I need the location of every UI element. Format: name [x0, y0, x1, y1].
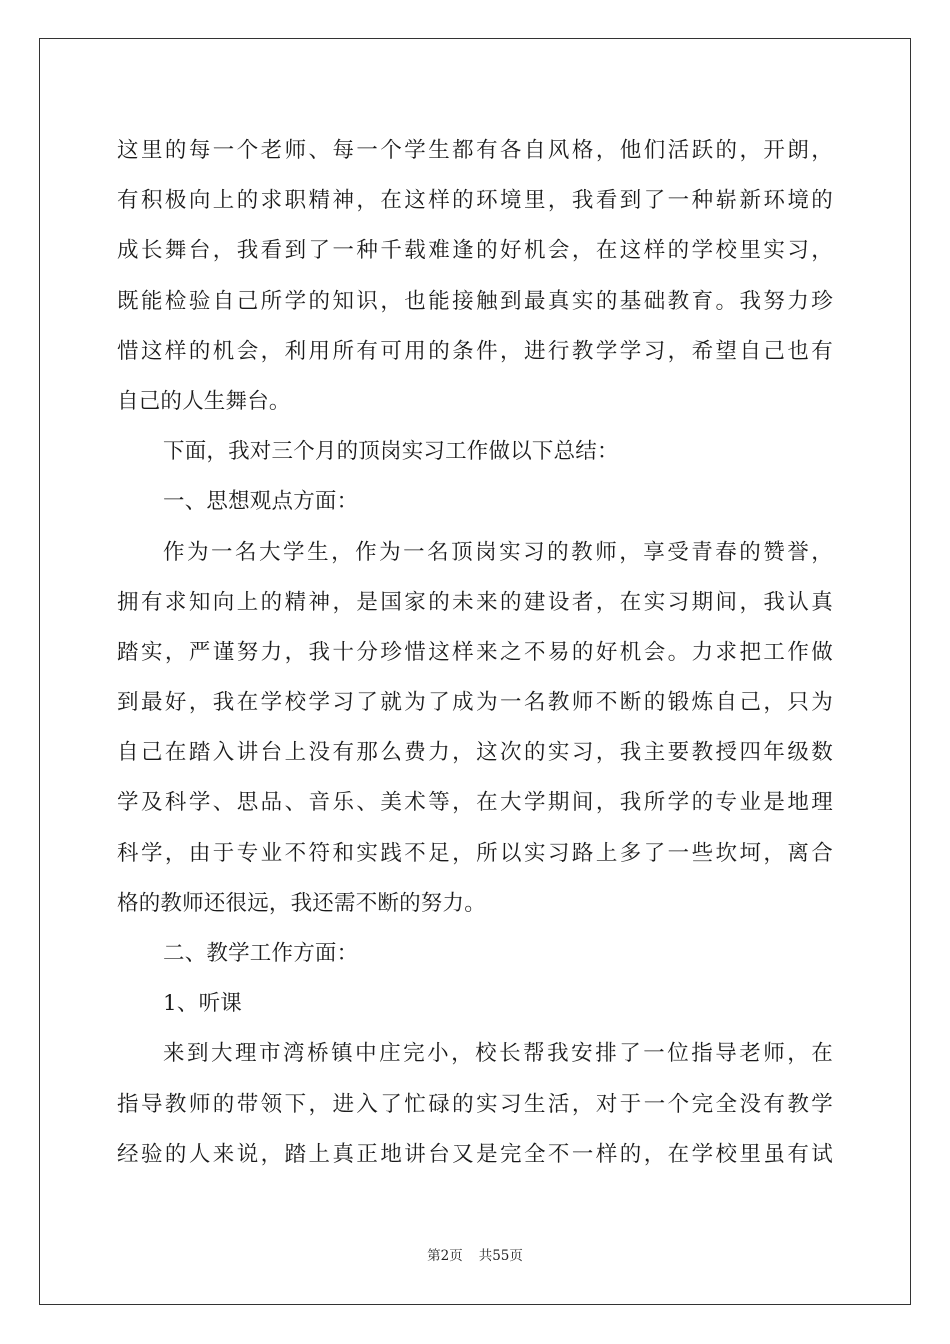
- text-line: 自己的人生舞台。: [117, 388, 291, 414]
- text-line: 来到大理市湾桥镇中庄完小，校长帮我安排了一位指导老师，在: [163, 1041, 833, 1067]
- text-line: 下面，我对三个月的顶岗实习工作做以下总结：: [163, 439, 619, 465]
- text-line: 自己在踏入讲台上没有那么费力，这次的实习，我主要教授四年级数: [117, 740, 833, 766]
- text-line: 指导教师的带领下，进入了忙碌的实习生活，对于一个完全没有教学: [117, 1091, 833, 1117]
- text-line: 既能检验自己所学的知识，也能接触到最真实的基础教育。我努力珍: [117, 288, 833, 314]
- text-line: 到最好，我在学校学习了就为了成为一名教师不断的锻炼自己，只为: [117, 690, 833, 716]
- section-heading: 一、思想观点方面：: [163, 489, 359, 515]
- text-line: 经验的人来说，踏上真正地讲台又是完全不一样的，在学校里虽有试: [117, 1141, 833, 1167]
- text-line: 拥有求知向上的精神，是国家的未来的建设者，在实习期间，我认真: [117, 589, 833, 615]
- page-number: 第2页: [427, 1248, 463, 1264]
- text-line: 有积极向上的求职精神，在这样的环境里，我看到了一种崭新环境的: [117, 188, 833, 214]
- subsection-heading: 1、听课: [163, 991, 242, 1017]
- text-line: 学及科学、思品、音乐、美术等，在大学期间，我所学的专业是地理: [117, 790, 833, 816]
- text-line: 成长舞台，我看到了一种千载难逢的好机会，在这样的学校里实习，: [117, 238, 833, 264]
- page-footer: [0, 1244, 950, 1264]
- total-pages: 共55页: [478, 1248, 523, 1264]
- text-line: 作为一名大学生，作为一名顶岗实习的教师，享受青春的赞誉，: [163, 539, 833, 565]
- text-line: 科学，由于专业不符和实践不足，所以实习路上多了一些坎坷，离合: [117, 840, 833, 866]
- text-line: 这里的每一个老师、每一个学生都有各自风格，他们活跃的，开朗，: [117, 138, 833, 163]
- text-line: 惜这样的机会，利用所有可用的条件，进行教学学习，希望自己也有: [117, 338, 833, 364]
- document-body: [117, 126, 833, 1180]
- section-heading: 二、教学工作方面：: [163, 941, 359, 966]
- text-line: 格的教师还很远，我还需不断的努力。: [117, 890, 486, 916]
- text-line: 踏实，严谨努力，我十分珍惜这样来之不易的好机会。力求把工作做: [117, 639, 833, 665]
